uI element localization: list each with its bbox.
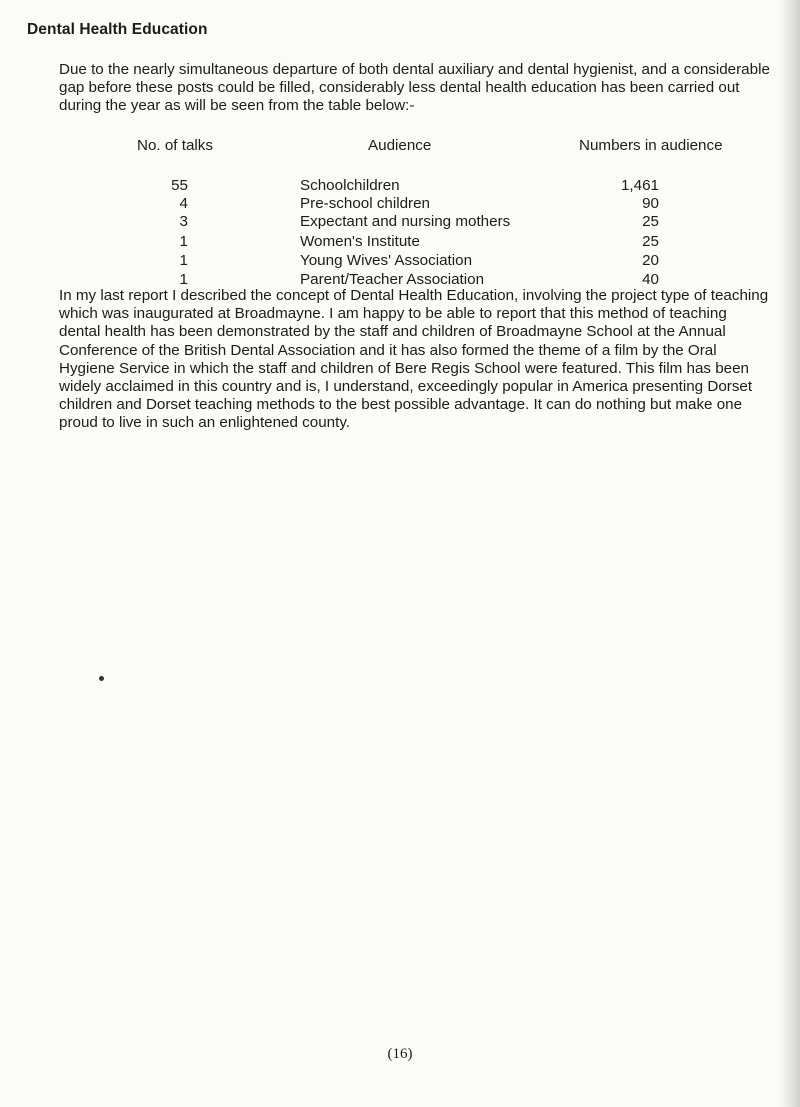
talks-cell: 3 (179, 213, 188, 230)
talks-table (0, 0, 800, 320)
intro-paragraph: Due to the nearly simultaneous departure of both dental auxiliary and dental hygienist, and a considerable gap before these posts could be filled, considerably less dental health education has been carried out during the year as will be seen from the table below:- (59, 61, 770, 115)
talks-cell: 1 (179, 233, 188, 250)
audience-cell: Parent/Teacher Association (300, 271, 485, 288)
table-row (0, 213, 800, 231)
column-header-numbers: Numbers in audience (579, 137, 723, 154)
section-heading: Dental Health Education (27, 21, 208, 38)
numbers-cell: 25 (642, 213, 659, 230)
audience-cell: Expectant and nursing mothers (300, 213, 511, 230)
talks-cell: 55 (171, 177, 188, 194)
numbers-cell: 20 (642, 252, 659, 269)
audience-cell: Schoolchildren (300, 177, 400, 194)
body-paragraph: In my last report I described the concept of Dental Health Education, involving the project type of teaching which was inaugurated at Broadmayne. I am happy to be able to report that this method of teaching dental health has been demonstrated by the staff and children of Broadmayne School at the Annual Conference of the British Dental Association and it has also formed the theme of a film by the Oral Hygiene Service in which the staff and children of Bere Regis School were featured. This film has been widely acclaimed in this country and is, I understand, exceedingly popular in America presenting Dorset children and Dorset teaching methods to the best possible advantage. It can do nothing but make one proud to live in such an enlightened county. (59, 287, 769, 432)
audience-cell: Women's Institute (300, 233, 420, 250)
audience-cell: Young Wives' Association (300, 252, 473, 269)
talks-cell: 1 (179, 271, 188, 288)
table-row (0, 177, 800, 195)
column-header-talks: No. of talks (137, 137, 213, 154)
column-header-audience: Audience (368, 137, 432, 154)
page-number: (16) (387, 1046, 413, 1062)
talks-cell: 4 (179, 195, 188, 212)
table-row (0, 252, 800, 270)
audience-cell: Pre-school children (300, 195, 430, 212)
numbers-cell: 25 (642, 233, 659, 250)
numbers-cell: 90 (642, 195, 659, 212)
numbers-cell: 40 (642, 271, 659, 288)
talks-cell: 1 (179, 252, 188, 269)
stray-dot-mark (99, 676, 104, 681)
numbers-cell: 1,461 (620, 177, 659, 194)
table-row (0, 233, 800, 251)
table-row (0, 195, 800, 213)
